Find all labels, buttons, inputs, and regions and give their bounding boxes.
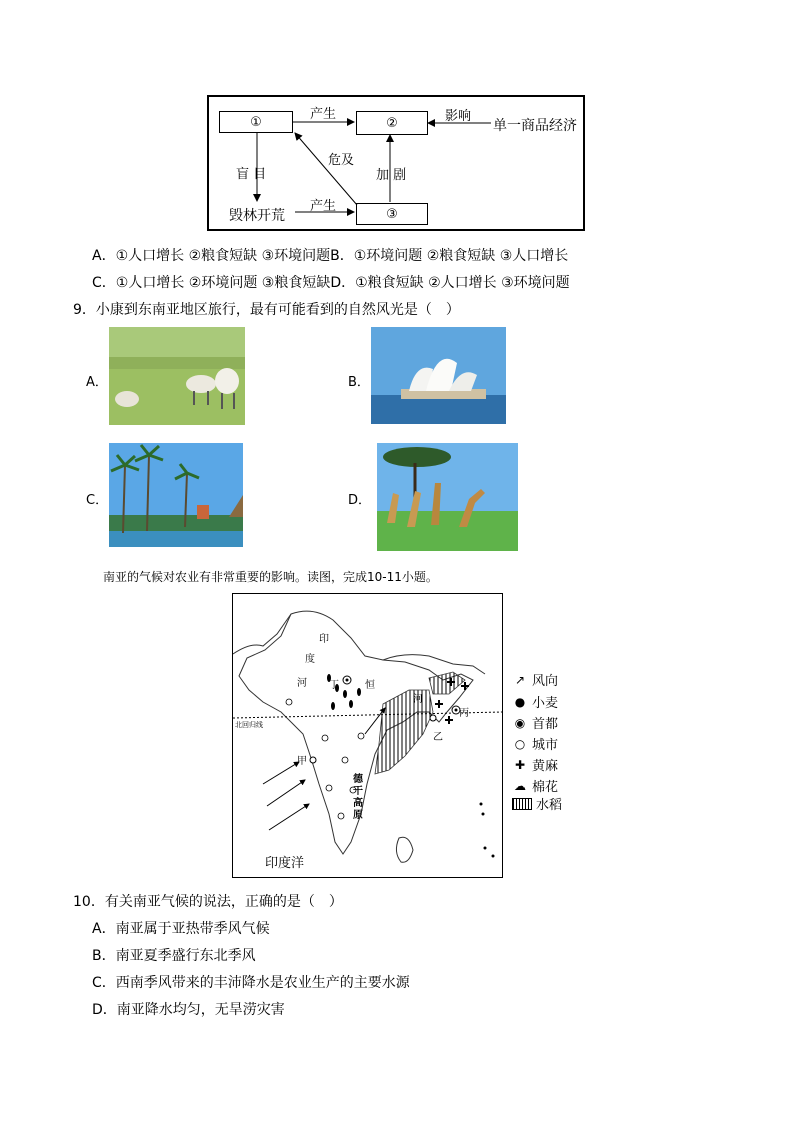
label-place-bing: 丙	[459, 708, 469, 719]
label-plateau-3: 高	[353, 798, 363, 809]
legend-cotton	[512, 776, 558, 795]
photo-tropical-palms	[109, 443, 243, 547]
q8-options-line-2: C．①人口增长 ②环境问题 ③粮食短缺D．①粮食短缺 ②人口增长 ③环境问题	[92, 275, 570, 291]
label-aggravate: 加 剧	[376, 168, 407, 183]
legend-wind	[512, 670, 558, 689]
label-produce-bottom: 产生	[310, 199, 337, 214]
q8-options-line-1: A．①人口增长 ②粮食短缺 ③环境问题B．①环境问题 ②粮食短缺 ③人口增长	[92, 248, 569, 264]
q10-option-a: A．南亚属于亚热带季风气候	[92, 921, 270, 937]
label-place-ding: 丁	[329, 680, 339, 691]
q9-letter-a: A．	[86, 375, 108, 390]
q9-letter-d: D．	[348, 493, 372, 508]
label-ocean: 印度洋	[265, 856, 305, 871]
photo-opera-house	[371, 327, 506, 424]
city-icon: ○	[514, 736, 526, 751]
intro-text: 南亚的气候对农业有非常重要的影响。读图，完成10-11小题。	[103, 570, 438, 584]
q9-letter-c: C．	[86, 493, 109, 508]
label-place-jia: 甲	[297, 756, 307, 767]
label-river-3: 河	[297, 678, 307, 689]
legend-label: 小麦	[532, 696, 559, 711]
legend-label: 首都	[532, 717, 559, 732]
label-produce-top: 产生	[310, 107, 337, 122]
q9-letter-b: B．	[348, 375, 370, 390]
q10-option-d: D．南亚降水均匀，无旱涝灾害	[92, 1002, 285, 1018]
photo-savanna-giraffes	[377, 443, 518, 551]
label-plateau-4: 原	[353, 810, 363, 821]
label-influence: 影响	[445, 109, 472, 124]
legend-label: 城市	[532, 738, 559, 753]
label-blind: 盲 目	[236, 167, 267, 182]
legend-capital	[512, 713, 558, 732]
label-deforest: 毁林开荒	[229, 208, 285, 224]
box-3: ③	[356, 203, 428, 225]
legend-label: 水稻	[536, 798, 563, 813]
label-single-economy: 单一商品经济	[493, 118, 577, 134]
jute-icon: ✚	[514, 757, 526, 772]
flow-arrows	[209, 97, 583, 229]
wheat-icon: ●	[514, 694, 526, 709]
label-plateau-2: 干	[353, 786, 363, 797]
legend-label: 风向	[532, 674, 559, 689]
legend-rice	[512, 794, 562, 813]
legend-label: 棉花	[532, 780, 559, 795]
arrow-icon: ↗	[514, 672, 526, 687]
cotton-icon: ☁	[514, 778, 526, 793]
legend-city	[512, 734, 558, 753]
photo-grassland-sheep	[109, 327, 245, 425]
q10-stem: 10．有关南亚气候的说法，正确的是（ ）	[73, 894, 343, 910]
q9-stem: 9．小康到东南亚地区旅行，最有可能看到的自然风光是（ ）	[73, 302, 460, 318]
label-river-1: 印	[319, 634, 329, 645]
flow-diagram	[207, 95, 585, 231]
label-plateau-1: 德	[353, 774, 363, 785]
q10-option-b: B．南亚夏季盛行东北季风	[92, 948, 256, 964]
legend-jute	[512, 755, 558, 774]
label-place-yi: 乙	[433, 732, 443, 743]
rice-icon	[512, 798, 532, 810]
box-1: ①	[219, 111, 293, 133]
label-harm: 危及	[328, 153, 355, 168]
box-2: ②	[356, 111, 428, 135]
capital-icon: ◉	[514, 715, 526, 730]
legend-wheat	[512, 692, 558, 711]
south-asia-map	[232, 593, 503, 878]
map-drawing	[233, 594, 502, 877]
label-river-2: 度	[305, 654, 315, 665]
label-river-5: 河	[413, 694, 423, 705]
label-tropic: 北回归线	[235, 721, 263, 729]
label-river-4: 恒	[365, 680, 375, 691]
q10-option-c: C．西南季风带来的丰沛降水是农业生产的主要水源	[92, 975, 410, 991]
legend-label: 黄麻	[532, 759, 559, 774]
